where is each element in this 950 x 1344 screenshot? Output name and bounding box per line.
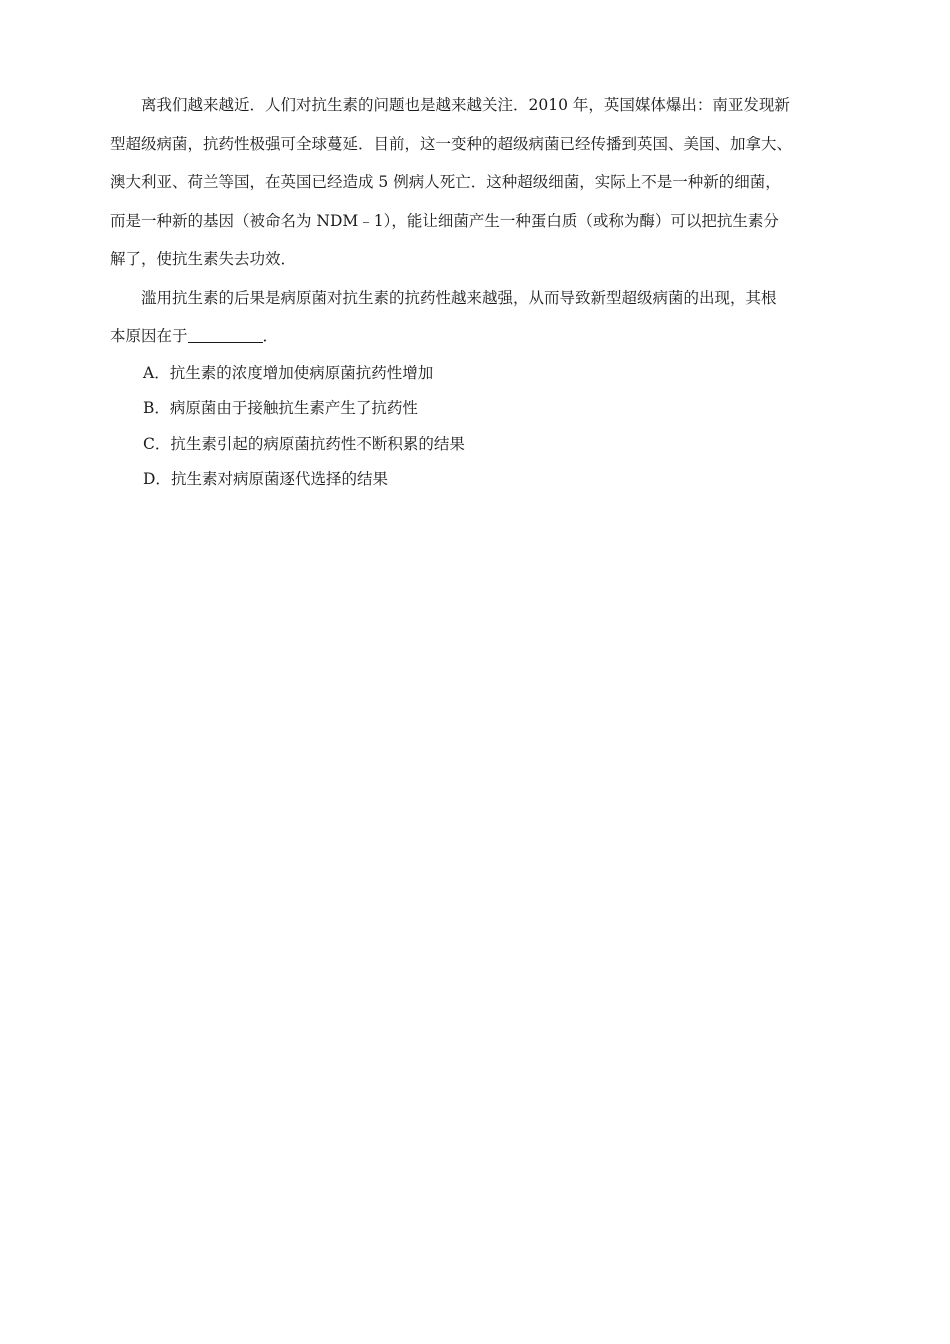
- option-letter: B．: [143, 399, 170, 417]
- question-line: [110, 317, 840, 356]
- passage-paragraph: [110, 86, 840, 279]
- option-letter: C．: [143, 434, 171, 453]
- question-paragraph: [110, 279, 840, 356]
- option-text: 抗生素引起的病原菌抗药性不断积累的结果: [170, 434, 465, 453]
- option-letter: A．: [143, 363, 170, 382]
- question-line: 滥用抗生素的后果是病原菌对抗生素的抗药性越来越强，从而导致新型超级病菌的出现，其根: [141, 288, 777, 307]
- option-text: 抗生素的浓度增加使病原菌抗药性增加: [169, 363, 434, 382]
- answer-options: [110, 356, 840, 498]
- passage-line: 型超级病菌，抗药性极强可全球蔓延．目前，这一变种的超级病菌已经传播到英国、美国、加拿大、: [110, 134, 793, 153]
- passage-line: 解了，使抗生素失去功效．: [110, 250, 297, 268]
- option-letter: D．: [143, 470, 171, 488]
- option-text: 抗生素对病原菌逐代选择的结果: [170, 470, 388, 488]
- answer-blank: [188, 328, 263, 343]
- question-suffix: ．: [262, 327, 279, 345]
- option-text: 病原菌由于接触抗生素产生了抗药性: [169, 399, 418, 417]
- option-d[interactable]: [110, 462, 840, 498]
- passage-line: 而是一种新的基因（被命名为 NDM﹣1），能让细菌产生一种蛋白质（或称为酶）可以把抗生素分: [110, 211, 779, 230]
- option-a[interactable]: [110, 356, 840, 392]
- option-b[interactable]: [110, 391, 840, 427]
- passage-line: 澳大利亚、荷兰等国，在英国已经造成 5 例病人死亡．这种超级细菌，实际上不是一种新的细菌，: [110, 173, 781, 191]
- document-page: [110, 86, 840, 498]
- question-prefix: 本原因在于: [110, 327, 188, 345]
- option-c[interactable]: [110, 427, 840, 463]
- passage-line: 离我们越来越近．人们对抗生素的问题也是越来越关注．2010 年，英国媒体爆出：南亚发现新: [141, 96, 790, 114]
